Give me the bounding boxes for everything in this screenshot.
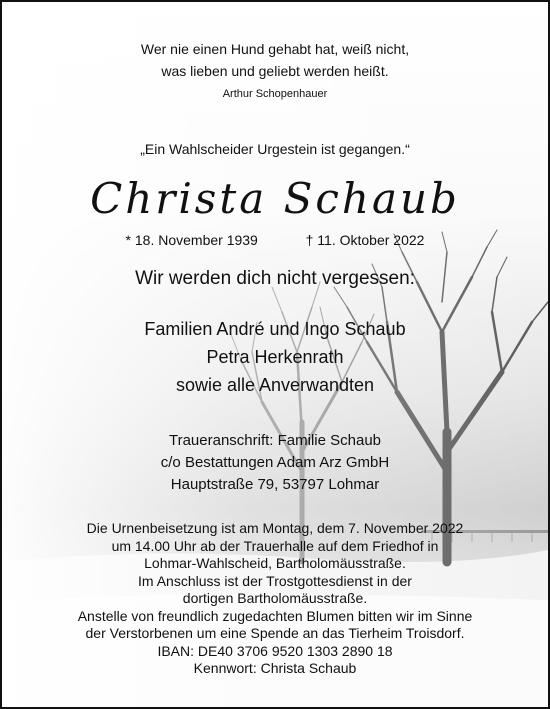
address-line-3: Hauptstraße 79, 53797 Lohmar [170,476,380,493]
deceased-name: Christa Schaub [90,174,460,223]
keyword-line: Kennwort: Christa Schaub [193,660,357,676]
info-line-7: der Verstorbenen um eine Spende an das Tierheim Troisdorf. [85,625,465,641]
motto: „Ein Wahlscheider Urgestein ist gegangen.“ [140,141,410,157]
quote-line-2: was lieben und geliebt werden heißt. [161,63,389,79]
iban-line: IBAN: DE40 3706 9520 1303 2890 18 [157,642,393,659]
info-line-5: dortigen Bartholomäusstraße. [182,590,368,606]
family-line-1: Familien André und Ingo Schaub [144,319,406,339]
birth-date: * 18. November 1939 [125,232,258,248]
info-line-1: Die Urnenbeisetzung ist am Montag, dem 7. November 2022 [86,520,464,536]
life-dates [2,232,548,248]
death-date: † 11. Oktober 2022 [305,232,425,248]
address-line-2: c/o Bestattungen Adam Arz GmbH [160,454,390,471]
family-line-2: Petra Herkenrath [206,347,344,367]
info-line-2: um 14.00 Uhr ab der Trauerhalle auf dem Friedhof in [111,537,439,554]
quote-author: Arthur Schopenhauer [222,88,328,100]
info-line-6: Anstelle von freundlich zugedachten Blumen bitten wir im Sinne [77,607,473,624]
family-line-3: sowie alle Anverwandten [175,375,375,395]
info-line-4: Im Anschluss ist der Trostgottesdienst in der [138,572,412,589]
info-line-3: Lohmar-Wahlscheid, Bartholomäusstraße. [144,555,406,571]
quote-line-1: Wer nie einen Hund gehabt hat, weiß nicht, [140,41,410,57]
headline: Wir werden dich nicht vergessen: [135,268,415,289]
address-line-1: Traueranschrift: Familie Schaub [168,432,382,449]
